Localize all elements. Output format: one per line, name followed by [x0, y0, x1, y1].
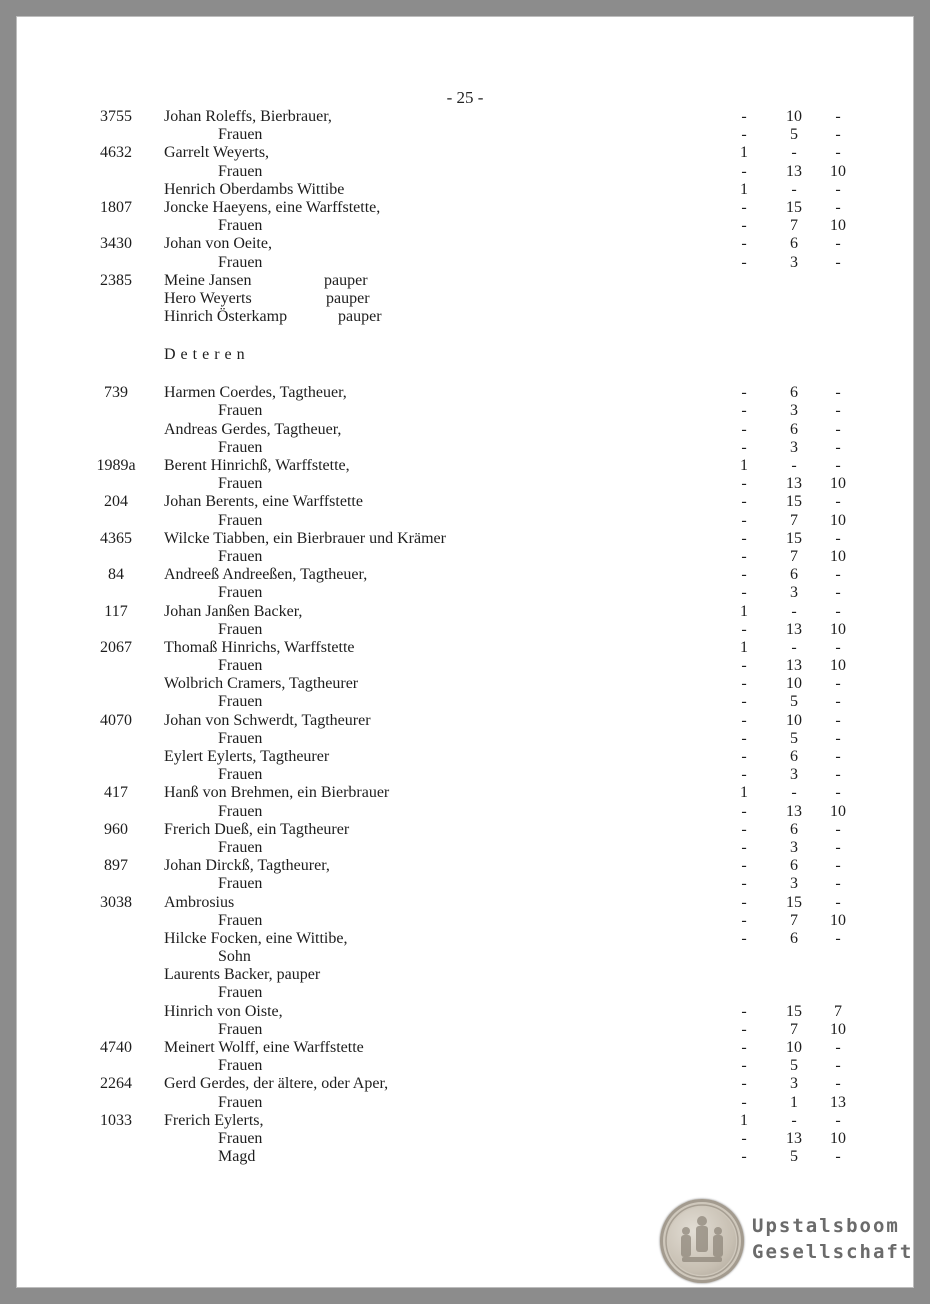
entry-name: Harmen Coerdes, Tagtheuer, — [164, 384, 347, 402]
value-column-1: - — [741, 711, 747, 729]
ledger-row — [76, 566, 876, 584]
value-column-3: 10 — [830, 911, 846, 929]
entry-name: Frauen — [218, 475, 263, 493]
value-column-1: - — [741, 729, 747, 747]
ledger-row — [76, 839, 876, 857]
value-column-1: - — [741, 384, 747, 402]
ledger-row — [76, 1130, 876, 1148]
value-column-2: 5 — [790, 729, 798, 747]
value-column-2: 5 — [790, 693, 798, 711]
ledger-row — [76, 621, 876, 639]
value-column-2: 15 — [786, 529, 802, 547]
value-column-2: 10 — [786, 675, 802, 693]
value-column-2: 13 — [786, 475, 802, 493]
value-column-3: 10 — [830, 1129, 846, 1147]
value-column-3: - — [835, 820, 841, 838]
value-column-1: - — [741, 253, 747, 271]
page-number: - 25 - — [446, 88, 484, 107]
ledger-row — [76, 475, 876, 493]
value-column-1: 1 — [740, 144, 748, 162]
value-column-1: - — [741, 529, 747, 547]
entry-name: Thomaß Hinrichs, Warffstette — [164, 638, 355, 656]
value-column-3: - — [835, 235, 841, 253]
value-column-1: - — [741, 198, 747, 216]
value-column-1: - — [741, 1093, 747, 1111]
value-column-2: 15 — [786, 493, 802, 511]
value-column-2: 6 — [790, 857, 798, 875]
value-column-2: 13 — [786, 802, 802, 820]
entry-name: Frauen — [218, 253, 263, 271]
value-column-2: 6 — [790, 748, 798, 765]
ledger-row — [76, 912, 876, 930]
entry-name: Meinert Wolff, eine Warffstette — [164, 1039, 364, 1056]
value-column-3: - — [835, 108, 841, 125]
value-column-2: 7 — [790, 911, 798, 929]
value-column-3: 10 — [830, 620, 846, 638]
section-title: Deteren — [164, 346, 250, 364]
value-column-2: 5 — [790, 1057, 798, 1075]
ledger-row — [76, 1094, 876, 1112]
value-column-1: - — [741, 875, 747, 893]
ledger-row — [76, 894, 876, 912]
ledger-row — [76, 675, 876, 693]
value-column-3: - — [835, 144, 841, 162]
value-column-2: 15 — [786, 1002, 802, 1020]
entry-number: 2067 — [100, 638, 132, 656]
ledger-row — [76, 1075, 876, 1093]
value-column-2: 7 — [790, 1020, 798, 1038]
ledger-row — [76, 1112, 876, 1130]
value-column-1: - — [741, 1057, 747, 1075]
ledger-row — [76, 821, 876, 839]
value-column-2: 3 — [790, 875, 798, 893]
value-column-1: - — [741, 235, 747, 253]
value-column-3: - — [835, 126, 841, 144]
ledger-row — [76, 603, 876, 621]
value-column-1: - — [741, 126, 747, 144]
value-column-3: - — [835, 857, 841, 875]
entry-name: Johan Berents, eine Warffstette — [164, 493, 363, 511]
ledger-row — [76, 181, 876, 199]
entry-name: Frauen — [218, 657, 263, 675]
entry-name: Berent Hinrichß, Warffstette, — [164, 457, 350, 474]
ledger-row — [76, 144, 876, 162]
entry-name: Wilcke Tiabben, ein Bierbrauer und Krämer — [164, 529, 446, 547]
value-column-2: 6 — [790, 566, 798, 584]
entry-number: 2385 — [100, 271, 132, 289]
ledger-block-top — [76, 108, 876, 326]
value-column-3: 10 — [830, 657, 846, 675]
value-column-2: - — [791, 180, 797, 198]
value-column-2: 6 — [790, 420, 798, 438]
ledger-row — [76, 217, 876, 235]
value-column-1: - — [741, 162, 747, 180]
society-logo — [660, 1199, 916, 1289]
value-column-3: - — [835, 766, 841, 784]
value-column-2: 5 — [790, 126, 798, 144]
ledger-row — [76, 657, 876, 675]
entry-name: Magd — [218, 1148, 256, 1166]
value-column-3: - — [835, 198, 841, 216]
entry-name: Ambrosius — [164, 893, 235, 911]
ledger-row — [76, 308, 876, 326]
value-column-3: - — [835, 748, 841, 765]
society-name-line2: Gesellschaft — [752, 1241, 914, 1263]
value-column-2: 13 — [786, 162, 802, 180]
value-column-3: - — [835, 253, 841, 271]
entry-name: Henrich Oberdambs Wittibe — [164, 180, 345, 198]
value-column-1: - — [741, 1039, 747, 1056]
entry-name: Hinrich von Oiste, — [164, 1002, 283, 1020]
ledger-row — [76, 1057, 876, 1075]
value-column-3: - — [835, 875, 841, 893]
entry-name: Laurents Backer, pauper — [164, 966, 321, 984]
ledger-row — [76, 693, 876, 711]
ledger-row — [76, 766, 876, 784]
entry-number: 4365 — [100, 529, 132, 547]
society-name-line1: Upstalsboom — [752, 1215, 900, 1237]
entry-status-tag: pauper — [326, 289, 370, 307]
value-column-3: - — [835, 529, 841, 547]
entry-number: 417 — [104, 784, 128, 802]
value-column-2: 7 — [790, 511, 798, 529]
value-column-2: 15 — [786, 198, 802, 216]
entry-name: Johan von Schwerdt, Tagtheurer — [164, 711, 371, 729]
value-column-2: 13 — [786, 1129, 802, 1147]
ledger-row — [76, 530, 876, 548]
value-column-3: - — [835, 402, 841, 420]
value-column-2: 3 — [790, 1075, 798, 1093]
value-column-2: 5 — [790, 1148, 798, 1166]
value-column-1: - — [741, 438, 747, 456]
value-column-3: - — [835, 420, 841, 438]
entry-number: 2264 — [100, 1075, 132, 1093]
entry-status-tag: pauper — [324, 271, 368, 289]
value-column-1: - — [741, 1020, 747, 1038]
value-column-2: 10 — [786, 108, 802, 125]
ledger-row — [76, 639, 876, 657]
value-column-1: - — [741, 1002, 747, 1020]
entry-name: Frerich Dueß, ein Tagtheurer — [164, 820, 350, 838]
ledger-row — [76, 930, 876, 948]
value-column-3: - — [835, 584, 841, 602]
entry-name: Frauen — [218, 693, 263, 711]
entry-name: Frauen — [218, 1129, 263, 1147]
ledger-block-deteren — [76, 384, 876, 1166]
value-column-2: 6 — [790, 235, 798, 253]
value-column-2: 6 — [790, 384, 798, 402]
entry-name: Hero Weyerts — [164, 289, 252, 307]
value-column-1: - — [741, 857, 747, 875]
entry-name: Frauen — [218, 1093, 263, 1111]
section-spacer — [76, 373, 876, 384]
value-column-1: - — [741, 1148, 747, 1166]
value-column-1: - — [741, 657, 747, 675]
value-column-1: - — [741, 838, 747, 856]
entry-name: Frerich Eylerts, — [164, 1111, 264, 1129]
value-column-1: 1 — [740, 602, 748, 620]
value-column-1: - — [741, 217, 747, 235]
entry-name: Johan Janßen Backer, — [164, 602, 303, 620]
entry-name: Johan Roleffs, Bierbrauer, — [164, 108, 332, 125]
value-column-2: - — [791, 638, 797, 656]
entry-number: 1033 — [100, 1111, 132, 1129]
entry-name: Frauen — [218, 511, 263, 529]
value-column-3: - — [835, 711, 841, 729]
value-column-2: 7 — [790, 547, 798, 565]
entry-name: Frauen — [218, 126, 263, 144]
value-column-1: - — [741, 748, 747, 765]
entry-name: Frauen — [218, 766, 263, 784]
entry-name: Hanß von Brehmen, ein Bierbrauer — [164, 784, 390, 802]
entry-name: Meine Jansen — [164, 271, 252, 289]
value-column-3: 10 — [830, 475, 846, 493]
entry-name: Frauen — [218, 984, 263, 1002]
ledger-row — [76, 1003, 876, 1021]
entry-number: 1989a — [96, 457, 136, 474]
value-column-1: - — [741, 108, 747, 125]
ledger-row — [76, 984, 876, 1002]
entry-name: Frauen — [218, 1020, 263, 1038]
value-column-3: - — [835, 457, 841, 474]
entry-name: Andreas Gerdes, Tagtheuer, — [164, 420, 342, 438]
entry-number: 84 — [108, 566, 124, 584]
value-column-3: - — [835, 438, 841, 456]
value-column-2: 6 — [790, 820, 798, 838]
entry-number: 4070 — [100, 711, 132, 729]
entry-number: 3755 — [100, 108, 132, 125]
value-column-3: - — [835, 638, 841, 656]
entry-name: Frauen — [218, 1057, 263, 1075]
value-column-3: 10 — [830, 511, 846, 529]
entry-name: Hilcke Focken, eine Wittibe, — [164, 929, 348, 947]
entry-number: 1807 — [100, 198, 132, 216]
value-column-1: - — [741, 511, 747, 529]
ledger-row — [76, 784, 876, 802]
entry-name: Frauen — [218, 547, 263, 565]
ledger-row — [76, 712, 876, 730]
ledger-row — [76, 948, 876, 966]
ledger-row — [76, 384, 876, 402]
society-name — [752, 1213, 916, 1265]
value-column-2: - — [791, 457, 797, 474]
entry-number: 117 — [104, 602, 128, 620]
entry-number: 4740 — [100, 1039, 132, 1056]
value-column-1: - — [741, 929, 747, 947]
value-column-2: 3 — [790, 766, 798, 784]
entry-name: Eylert Eylerts, Tagtheurer — [164, 748, 330, 765]
entry-number: 897 — [104, 857, 128, 875]
entry-number: 3038 — [100, 893, 132, 911]
value-column-3: - — [835, 838, 841, 856]
entry-name: Frauen — [218, 838, 263, 856]
value-column-1: - — [741, 620, 747, 638]
value-column-1: - — [741, 584, 747, 602]
value-column-1: 1 — [740, 784, 748, 802]
entry-name: Frauen — [218, 911, 263, 929]
value-column-3: - — [835, 1075, 841, 1093]
value-column-1: - — [741, 566, 747, 584]
ledger-row — [76, 966, 876, 984]
value-column-1: - — [741, 693, 747, 711]
value-column-3: 10 — [830, 162, 846, 180]
ledger-row — [76, 402, 876, 420]
value-column-3: 10 — [830, 547, 846, 565]
value-column-2: 3 — [790, 253, 798, 271]
ledger-row — [76, 803, 876, 821]
value-column-1: - — [741, 420, 747, 438]
value-column-3: - — [835, 566, 841, 584]
value-column-2: 3 — [790, 584, 798, 602]
value-column-1: - — [741, 911, 747, 929]
value-column-3: - — [835, 602, 841, 620]
entry-name: Frauen — [218, 620, 263, 638]
value-column-1: - — [741, 802, 747, 820]
ledger-row — [76, 1039, 876, 1057]
value-column-1: - — [741, 766, 747, 784]
entry-name: Johan von Oeite, — [164, 235, 272, 253]
ledger-row — [76, 421, 876, 439]
seal-figures-icon — [660, 1199, 744, 1283]
entry-name: Johan Dirckß, Tagtheurer, — [164, 857, 330, 875]
value-column-3: - — [835, 784, 841, 802]
ledger-row — [76, 857, 876, 875]
value-column-1: 1 — [740, 1111, 748, 1129]
entry-name: Frauen — [218, 162, 263, 180]
value-column-3: - — [835, 693, 841, 711]
entry-number: 4632 — [100, 144, 132, 162]
value-column-3: - — [835, 493, 841, 511]
value-column-3: - — [835, 1111, 841, 1129]
entry-number: 3430 — [100, 235, 132, 253]
value-column-2: 10 — [786, 1039, 802, 1056]
value-column-3: - — [835, 1057, 841, 1075]
entry-name: Frauen — [218, 802, 263, 820]
entry-name: Andreeß Andreeßen, Tagtheuer, — [164, 566, 368, 584]
value-column-3: 10 — [830, 1020, 846, 1038]
entry-number: 960 — [104, 820, 128, 838]
ledger-row — [76, 730, 876, 748]
entry-name: Joncke Haeyens, eine Warffstette, — [164, 198, 381, 216]
value-column-2: 10 — [786, 711, 802, 729]
value-column-1: 1 — [740, 180, 748, 198]
ledger-row — [76, 439, 876, 457]
entry-name: Frauen — [218, 729, 263, 747]
value-column-2: 13 — [786, 657, 802, 675]
value-column-3: - — [835, 1039, 841, 1056]
ledger-row — [76, 748, 876, 766]
entry-number: 204 — [104, 493, 128, 511]
value-column-2: - — [791, 144, 797, 162]
value-column-2: 13 — [786, 620, 802, 638]
entry-name: Wolbrich Cramers, Tagtheurer — [164, 675, 359, 693]
value-column-3: 7 — [834, 1002, 842, 1020]
value-column-1: - — [741, 675, 747, 693]
value-column-3: - — [835, 729, 841, 747]
entry-name: Hinrich Österkamp — [164, 308, 288, 326]
value-column-1: 1 — [740, 457, 748, 474]
ledger-row — [76, 875, 876, 893]
entry-name: Frauen — [218, 402, 263, 420]
document-page — [16, 16, 914, 1288]
value-column-2: 3 — [790, 438, 798, 456]
ledger-row — [76, 493, 876, 511]
value-column-1: - — [741, 893, 747, 911]
value-column-3: 13 — [830, 1093, 846, 1111]
value-column-3: - — [835, 929, 841, 947]
ledger-row — [76, 548, 876, 566]
value-column-1: 1 — [740, 638, 748, 656]
ledger — [76, 108, 876, 1166]
value-column-1: - — [741, 493, 747, 511]
ledger-row — [76, 235, 876, 253]
ledger-row — [76, 290, 876, 308]
value-column-1: - — [741, 1075, 747, 1093]
value-column-2: 1 — [790, 1093, 798, 1111]
value-column-2: 7 — [790, 217, 798, 235]
ledger-row — [76, 1021, 876, 1039]
value-column-3: - — [835, 675, 841, 693]
entry-name: Frauen — [218, 217, 263, 235]
value-column-3: 10 — [830, 802, 846, 820]
entry-name: Frauen — [218, 438, 263, 456]
value-column-3: - — [835, 384, 841, 402]
value-column-3: - — [835, 180, 841, 198]
value-column-3: - — [835, 893, 841, 911]
value-column-1: - — [741, 475, 747, 493]
seal-icon — [660, 1199, 744, 1283]
value-column-1: - — [741, 1129, 747, 1147]
value-column-1: - — [741, 402, 747, 420]
value-column-1: - — [741, 820, 747, 838]
value-column-2: 15 — [786, 893, 802, 911]
value-column-2: 3 — [790, 838, 798, 856]
value-column-3: - — [835, 1148, 841, 1166]
entry-name: Gerd Gerdes, der ältere, oder Aper, — [164, 1075, 389, 1093]
entry-name: Sohn — [218, 948, 251, 966]
entry-name: Frauen — [218, 584, 263, 602]
ledger-row — [76, 584, 876, 602]
entry-name: Garrelt Weyerts, — [164, 144, 270, 162]
value-column-2: 6 — [790, 929, 798, 947]
value-column-1: - — [741, 547, 747, 565]
value-column-2: - — [791, 1111, 797, 1129]
ledger-row — [76, 254, 876, 272]
section-spacer — [76, 326, 876, 337]
ledger-row — [76, 126, 876, 144]
ledger-row — [76, 272, 876, 290]
ledger-row — [76, 199, 876, 217]
ledger-row — [76, 512, 876, 530]
value-column-2: 3 — [790, 402, 798, 420]
value-column-2: - — [791, 784, 797, 802]
entry-number: 739 — [104, 384, 128, 402]
entry-name: Frauen — [218, 875, 263, 893]
entry-status-tag: pauper — [338, 308, 382, 326]
value-column-2: - — [791, 602, 797, 620]
ledger-row — [76, 163, 876, 181]
ledger-row — [76, 1148, 876, 1166]
ledger-row — [76, 108, 876, 126]
value-column-3: 10 — [830, 217, 846, 235]
ledger-row — [76, 457, 876, 475]
